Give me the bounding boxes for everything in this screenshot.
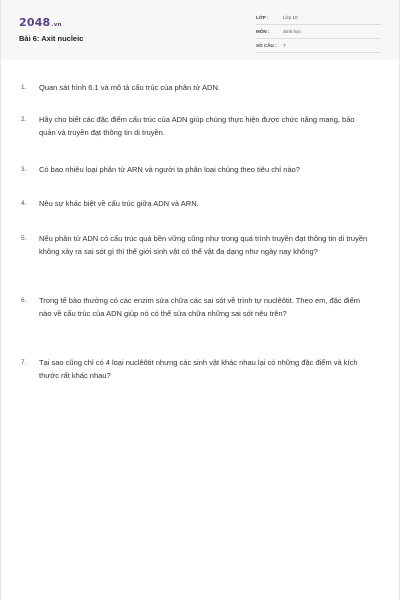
meta-value: 7 bbox=[283, 43, 286, 48]
meta-value: Lớp 10 bbox=[283, 15, 298, 20]
question-text: Hãy cho biết các đặc điểm cấu trúc của ADN giúp chúng thực hiện được chức năng mang, bảo quản và truyền đạt thông tin di truyền. bbox=[39, 115, 355, 137]
meta-row-question-count bbox=[256, 42, 381, 53]
question-text: Nếu phân tử ADN có cấu trúc quá bền vững cũng như trong quá trình truyền đạt thông tin di truyền không xảy ra sai sót gì thì thế giới sinh vật có thể vật đa dạng như ngày nay không? bbox=[39, 234, 368, 256]
meta-row-subject bbox=[256, 28, 381, 39]
worksheet-header bbox=[1, 0, 399, 60]
meta-row-grade bbox=[256, 14, 381, 25]
question-text: Trong tế bào thường có các enzim sửa chữa các sai sót về trình tự nuclêôtit. Theo em, đặc điểm nào về cấu trúc của ADN giúp nó có thể sửa chữa những sai sót nêu trên? bbox=[39, 296, 360, 318]
meta-label: MÔN : bbox=[256, 29, 270, 34]
lesson-title: Bài 6: Axit nucleic bbox=[19, 34, 84, 43]
meta-value: Sinh học bbox=[283, 29, 301, 34]
question-text: Tại sao cũng chỉ có 4 loại nuclêôtit nhưng các sinh vật khác nhau lại có những đặc điểm và kích thước rất khác nhau? bbox=[39, 358, 358, 380]
question-text: Quan sát hình 6.1 và mô tả cấu trúc của phân tử ADN. bbox=[39, 83, 220, 92]
meta-label: SỐ CÂU : bbox=[256, 43, 277, 48]
question-text: Có bao nhiêu loại phân tử ARN và người ta phân loại chúng theo tiêu chí nào? bbox=[39, 165, 300, 174]
question-number: 7. bbox=[21, 359, 27, 366]
site-logo[interactable] bbox=[19, 16, 62, 29]
logo-main: 2048 bbox=[19, 16, 51, 29]
question-number: 5. bbox=[21, 235, 27, 242]
question-number: 2. bbox=[21, 116, 27, 123]
meta-label: LỚP : bbox=[256, 15, 269, 20]
question-number: 1. bbox=[21, 84, 27, 91]
question-number: 4. bbox=[21, 200, 27, 207]
logo-suffix: .vn bbox=[51, 22, 62, 28]
question-number: 6. bbox=[21, 297, 27, 304]
question-number: 3. bbox=[21, 166, 27, 173]
question-text: Nêu sự khác biệt về cấu trúc giữa ADN và ARN. bbox=[39, 199, 199, 208]
